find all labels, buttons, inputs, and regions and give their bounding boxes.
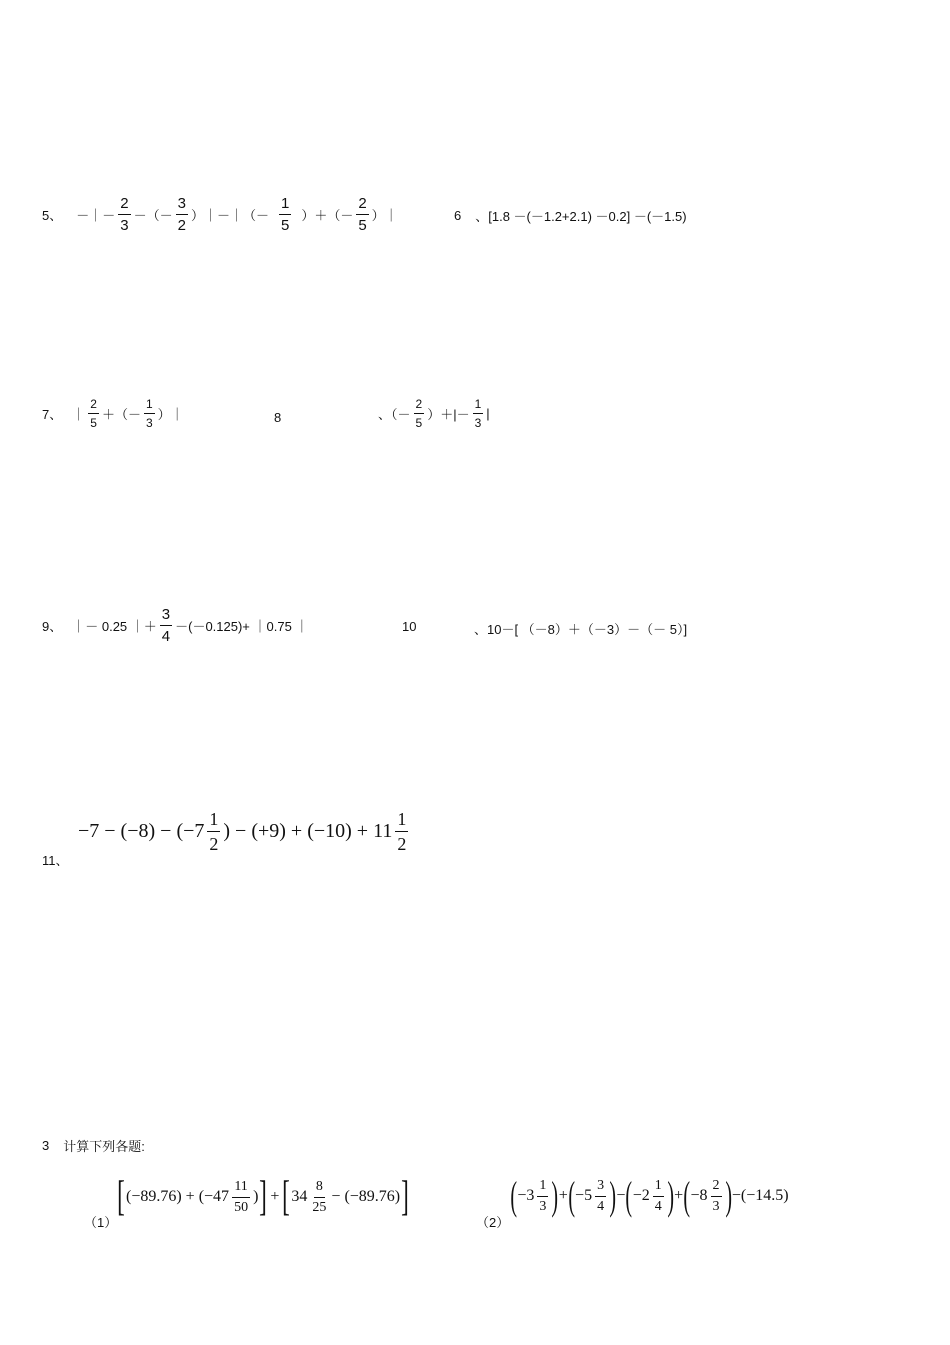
fraction: $\frac{2}{3}$ — [712, 1177, 720, 1214]
expr-part: 34 — [291, 1188, 308, 1205]
minus-sign: − — [616, 1187, 626, 1204]
expression: 、[1.8 －(－1.2+2.1) －0.2] －(－1.5) — [475, 209, 687, 224]
expr-part: −2 — [632, 1187, 650, 1204]
expr-part: −5 — [575, 1187, 593, 1204]
paren-close: ) — [724, 1173, 732, 1218]
expr-part: −7 − (−8) − (−7 — [78, 820, 205, 842]
fraction: $\frac{11}{50}$ — [234, 1178, 249, 1215]
fraction: $\frac{3}{4}$ — [597, 1177, 605, 1214]
fraction: $\frac{1}{3}$ — [539, 1177, 547, 1214]
expr-part: | — [486, 406, 490, 421]
paren-open: ( — [683, 1173, 691, 1218]
bracket-close: ] — [401, 1174, 409, 1220]
expr-part: ) — [253, 1188, 259, 1205]
question-2-label: （2） — [476, 1215, 510, 1230]
fraction: $\frac{1}{3}$ — [145, 397, 153, 430]
section-title: 计算下列各题: — [63, 1139, 145, 1154]
fraction: $\frac{1}{3}$ — [474, 397, 482, 430]
expr-part: −8 — [690, 1187, 708, 1204]
fraction: $\frac{1}{5}$ — [280, 195, 290, 234]
paren-close: ) — [667, 1173, 674, 1218]
question-2 — [510, 1173, 789, 1218]
expression: 、10－[ （－8）＋（－3）－（－ 5）] — [474, 622, 688, 637]
expr-part: ）＋|－ — [427, 407, 470, 422]
problem-number: 7、 — [42, 407, 63, 422]
fraction: $\frac{1}{2}$ — [397, 809, 407, 854]
bracket-open: [ — [282, 1174, 291, 1220]
problem-11 — [78, 810, 411, 853]
question-1 — [116, 1176, 410, 1218]
plus-sign: + — [558, 1187, 568, 1204]
expr-part: －(－0.125)+ ｜0.75 ｜ — [175, 619, 309, 634]
bracket-open: [ — [117, 1174, 125, 1220]
problem-number: 11、 — [42, 853, 69, 868]
problem-10 — [474, 619, 687, 638]
problem-8 — [378, 398, 490, 429]
fraction: $\frac{3}{4}$ — [161, 606, 171, 645]
expr-part: ) − (+9) + (−10) + 11 — [223, 820, 393, 842]
expr-part: (−14.5) — [740, 1187, 789, 1204]
fraction: $\frac{8}{25}$ — [312, 1178, 327, 1215]
expr-part: ＋（－ — [101, 407, 141, 422]
paren-open: ( — [625, 1173, 633, 1218]
problem-number: 6 — [454, 208, 462, 223]
problem-7 — [42, 398, 184, 429]
problem-8-number — [274, 410, 281, 425]
plus-sign: + — [270, 1188, 280, 1205]
problem-6 — [454, 206, 687, 225]
expr-part: ｜ — [72, 407, 86, 422]
expr-part: ）＋（－ — [301, 208, 354, 223]
problem-number: 10 — [402, 619, 417, 634]
paren-open: ( — [568, 1173, 575, 1218]
problem-number: 8 — [274, 410, 282, 425]
problem-number: 5、 — [42, 208, 63, 223]
fraction: $\frac{1}{4}$ — [654, 1177, 662, 1214]
fraction: $\frac{3}{2}$ — [177, 195, 186, 234]
paren-close: ) — [609, 1173, 617, 1218]
expr-part: (−89.76) + (−47 — [126, 1188, 230, 1205]
bracket-close: ] — [259, 1174, 268, 1220]
expr-part: −3 — [517, 1187, 535, 1204]
section-number: 3 — [42, 1138, 50, 1153]
fraction: $\frac{2}{5}$ — [358, 195, 367, 234]
problem-11-number — [42, 850, 69, 869]
problem-10-number — [402, 619, 416, 634]
section-3-heading — [42, 1136, 145, 1155]
question-1-label: （1） — [84, 1215, 118, 1230]
expr-part: ）｜ — [371, 208, 398, 223]
paren-open: ( — [510, 1173, 517, 1218]
expr-part: 、（－ — [378, 407, 411, 422]
expr-part: －（－ — [133, 208, 173, 223]
expr-part: ）｜ — [157, 407, 184, 422]
expr-part: ｜－ 0.25 ｜＋ — [72, 619, 157, 634]
paren-close: ) — [551, 1173, 559, 1218]
problem-9 — [42, 607, 308, 644]
expr-part: ）｜－｜（－ — [190, 208, 269, 223]
plus-sign: + — [674, 1187, 684, 1204]
problem-number: 9、 — [42, 619, 63, 634]
expr-part: − (−89.76) — [331, 1188, 401, 1205]
expr-part: －｜－ — [76, 208, 116, 223]
fraction: $\frac{2}{5}$ — [415, 397, 423, 430]
fraction: $\frac{2}{5}$ — [90, 397, 97, 430]
fraction: $\frac{1}{2}$ — [209, 809, 219, 854]
problem-5 — [42, 196, 398, 233]
fraction: $\frac{2}{3}$ — [120, 195, 129, 234]
minus-sign: − — [731, 1187, 741, 1204]
